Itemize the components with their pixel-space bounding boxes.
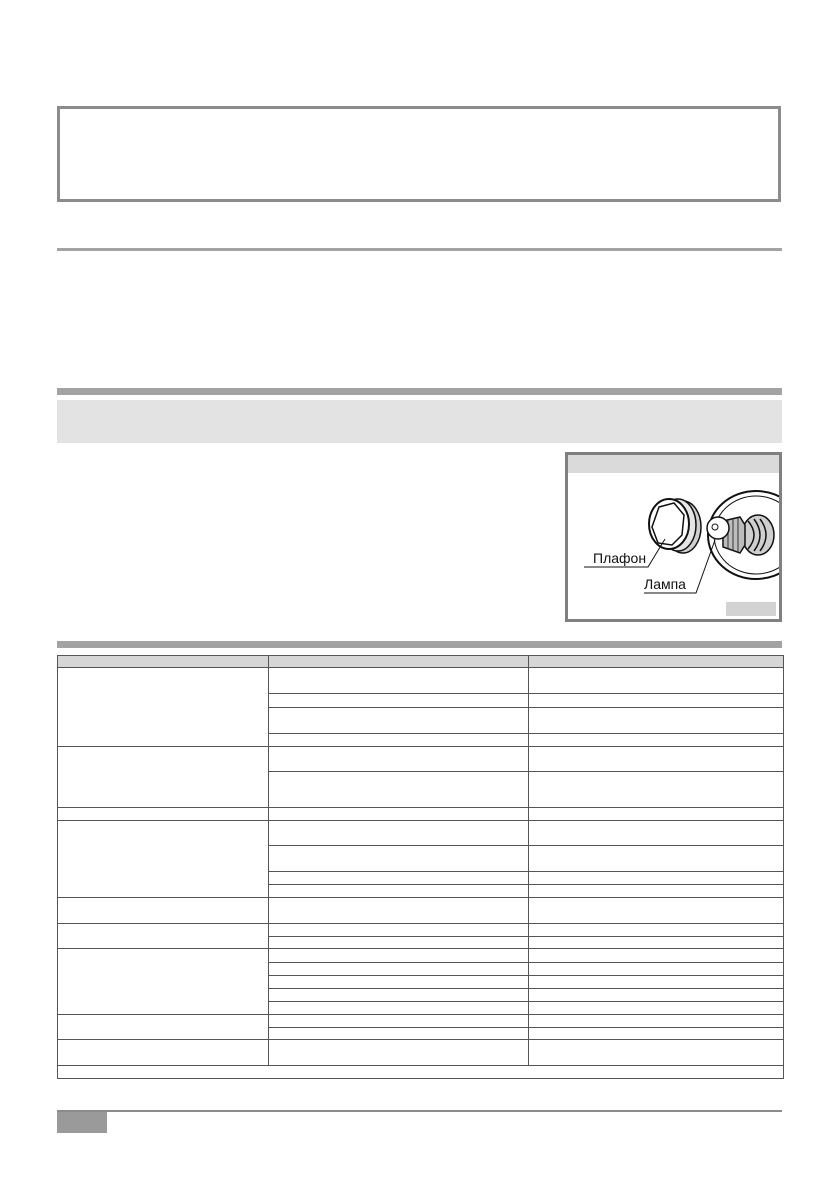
table-cell (269, 846, 529, 872)
table-cell (529, 668, 784, 694)
table-cell (529, 937, 784, 949)
table-cell (529, 808, 784, 821)
table-footer-row (58, 1066, 784, 1079)
table-row (58, 949, 784, 963)
table-cell (269, 747, 529, 772)
table-cell (529, 976, 784, 989)
table-cell (269, 1002, 529, 1015)
table-cell (529, 885, 784, 898)
table-footer-cell (58, 1066, 784, 1079)
table-row (58, 1040, 784, 1066)
lamp-callout-label: Лампа (644, 576, 686, 592)
table-cell (529, 1040, 784, 1066)
table-cell (269, 808, 529, 821)
table-cell (269, 872, 529, 885)
table-cell (269, 708, 529, 734)
table-cell (58, 747, 269, 808)
table-cell (529, 989, 784, 1002)
table-cell (58, 808, 269, 821)
section-divider-thick (57, 388, 782, 395)
table-cell (529, 747, 784, 772)
section-divider-thick (57, 641, 782, 648)
table-cell (529, 821, 784, 846)
table-row (58, 821, 784, 846)
table-cell (58, 1015, 269, 1040)
table-cell (529, 963, 784, 976)
table-cell (58, 924, 269, 949)
table-cell (58, 821, 269, 898)
table-row (58, 898, 784, 924)
table-header-cell (58, 656, 269, 668)
table-cell (58, 1040, 269, 1066)
table-row (58, 924, 784, 937)
table-cell (58, 949, 269, 1015)
table-cell (269, 1040, 529, 1066)
table-cell (269, 937, 529, 949)
table-header-row (58, 656, 784, 668)
table-cell (269, 694, 529, 708)
table-cell (529, 949, 784, 963)
table-row (58, 1015, 784, 1028)
table-cell (269, 963, 529, 976)
page-number-tab (57, 1112, 107, 1133)
notice-box (57, 106, 781, 202)
shade-callout-label: Плафон (593, 550, 647, 566)
table-cell (529, 898, 784, 924)
table-header-cell (269, 656, 529, 668)
troubleshooting-table (57, 655, 784, 1079)
table-cell (529, 694, 784, 708)
footer-divider (57, 1110, 782, 1112)
table-cell (269, 924, 529, 937)
table-cell (269, 1015, 529, 1028)
table-cell (269, 734, 529, 747)
table-cell (269, 976, 529, 989)
table-cell (269, 821, 529, 846)
table-cell (529, 924, 784, 937)
table-cell (269, 668, 529, 694)
lamp-shade-icon (649, 499, 701, 553)
figure-tag (726, 602, 776, 616)
table-cell (529, 708, 784, 734)
table-cell (529, 1028, 784, 1040)
table-cell (58, 898, 269, 924)
section-header-band (57, 400, 782, 443)
table-cell (529, 872, 784, 885)
table-cell (529, 846, 784, 872)
table-cell (269, 989, 529, 1002)
table-cell (58, 668, 269, 747)
lamp-replacement-figure (565, 452, 782, 622)
table-header-cell (529, 656, 784, 668)
table-cell (529, 1002, 784, 1015)
table-cell (529, 772, 784, 808)
table-row (58, 668, 784, 694)
table-cell (529, 1015, 784, 1028)
table-cell (529, 734, 784, 747)
table-cell (269, 898, 529, 924)
table-cell (269, 1028, 529, 1040)
lamp-illustration (568, 455, 779, 619)
section-divider (57, 248, 782, 251)
table-cell (269, 949, 529, 963)
table-cell (269, 772, 529, 808)
table-row (58, 808, 784, 821)
table-cell (269, 885, 529, 898)
table-row (58, 747, 784, 772)
